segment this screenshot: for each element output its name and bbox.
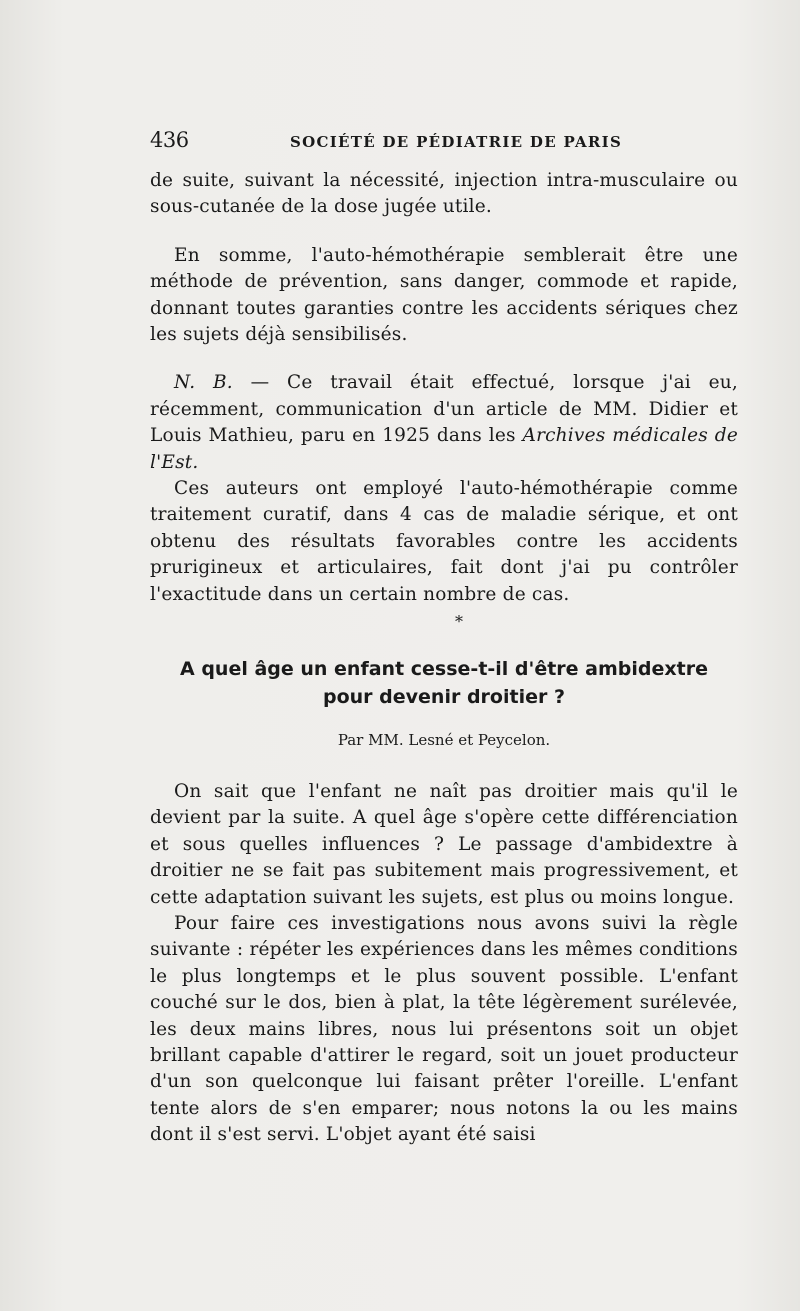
paragraph: On sait que l'enfant ne naît pas droitier mais qu'il le devient par la suite. A quel âge s'opère cette différenciation et sous quelles influences ? Le passage d'ambidextre à droitier ne se fait pas subitement mais progressivement, et cette adaptation suivant les sujets, est plus ou moins longue.: [150, 781, 738, 908]
article-title-line-2: pour devenir droitier ?: [323, 686, 565, 708]
article-byline: Par MM. Lesné et Peycelon.: [337, 731, 551, 749]
paragraph: En somme, l'auto-hémothérapie semblerait être une méthode de prévention, sans danger, commode et rapide, donnant toutes garanties contre les accidents sériques chez les sujets déjà sensibilisés.: [150, 244, 738, 346]
running-head: SOCIÉTÉ DE PÉDIATRIE DE PARIS: [290, 133, 623, 151]
nb-text: — Ce travail était effectué, lorsque j'ai eu, récemment, communication d'un article de MM. Didier et Louis Mathieu, paru en 1925 dans les: [150, 372, 738, 447]
section-ornament: *: [455, 612, 463, 631]
paragraph: Ces auteurs ont employé l'auto-hémothérapie comme traitement curatif, dans 4 cas de maladie sérique, et ont obtenu des résultats favorables contre les accidents prurigineux et articulaires, fait dont j'ai pu contrôler l'exactitude dans un certain nombre de cas.: [150, 478, 738, 605]
nota-bene-paragraph: [150, 370, 738, 476]
article-body: [150, 779, 738, 1149]
previous-article-ending: [150, 168, 738, 608]
article-title-line-1: A quel âge un enfant cesse-t-il d'être ambidextre: [180, 658, 708, 680]
article-title: [150, 655, 738, 711]
page-header: [150, 128, 740, 152]
page-number: 436: [150, 128, 189, 152]
journal-title: Archives médicales de l'Est.: [150, 425, 738, 473]
nb-label: N. B.: [174, 372, 233, 394]
paragraph: Pour faire ces investigations nous avons suivi la règle suivante : répéter les expériences dans les mêmes conditions le plus longtemps et le plus souvent possible. L'enfant couché sur le dos, bien à plat, la tête légèrement surélevée, les deux mains libres, nous lui présentons soit un objet brillant capable d'attirer le regard, soit un jouet producteur d'un son quelconque lui faisant prêter l'oreille. L'enfant tente alors de s'en emparer; nous notons la ou les mains dont il s'est servi. L'objet ayant été saisi: [150, 913, 738, 1146]
paragraph: de suite, suivant la nécessité, injection intra-musculaire ou sous-cutanée de la dose jugée utile.: [150, 170, 738, 218]
